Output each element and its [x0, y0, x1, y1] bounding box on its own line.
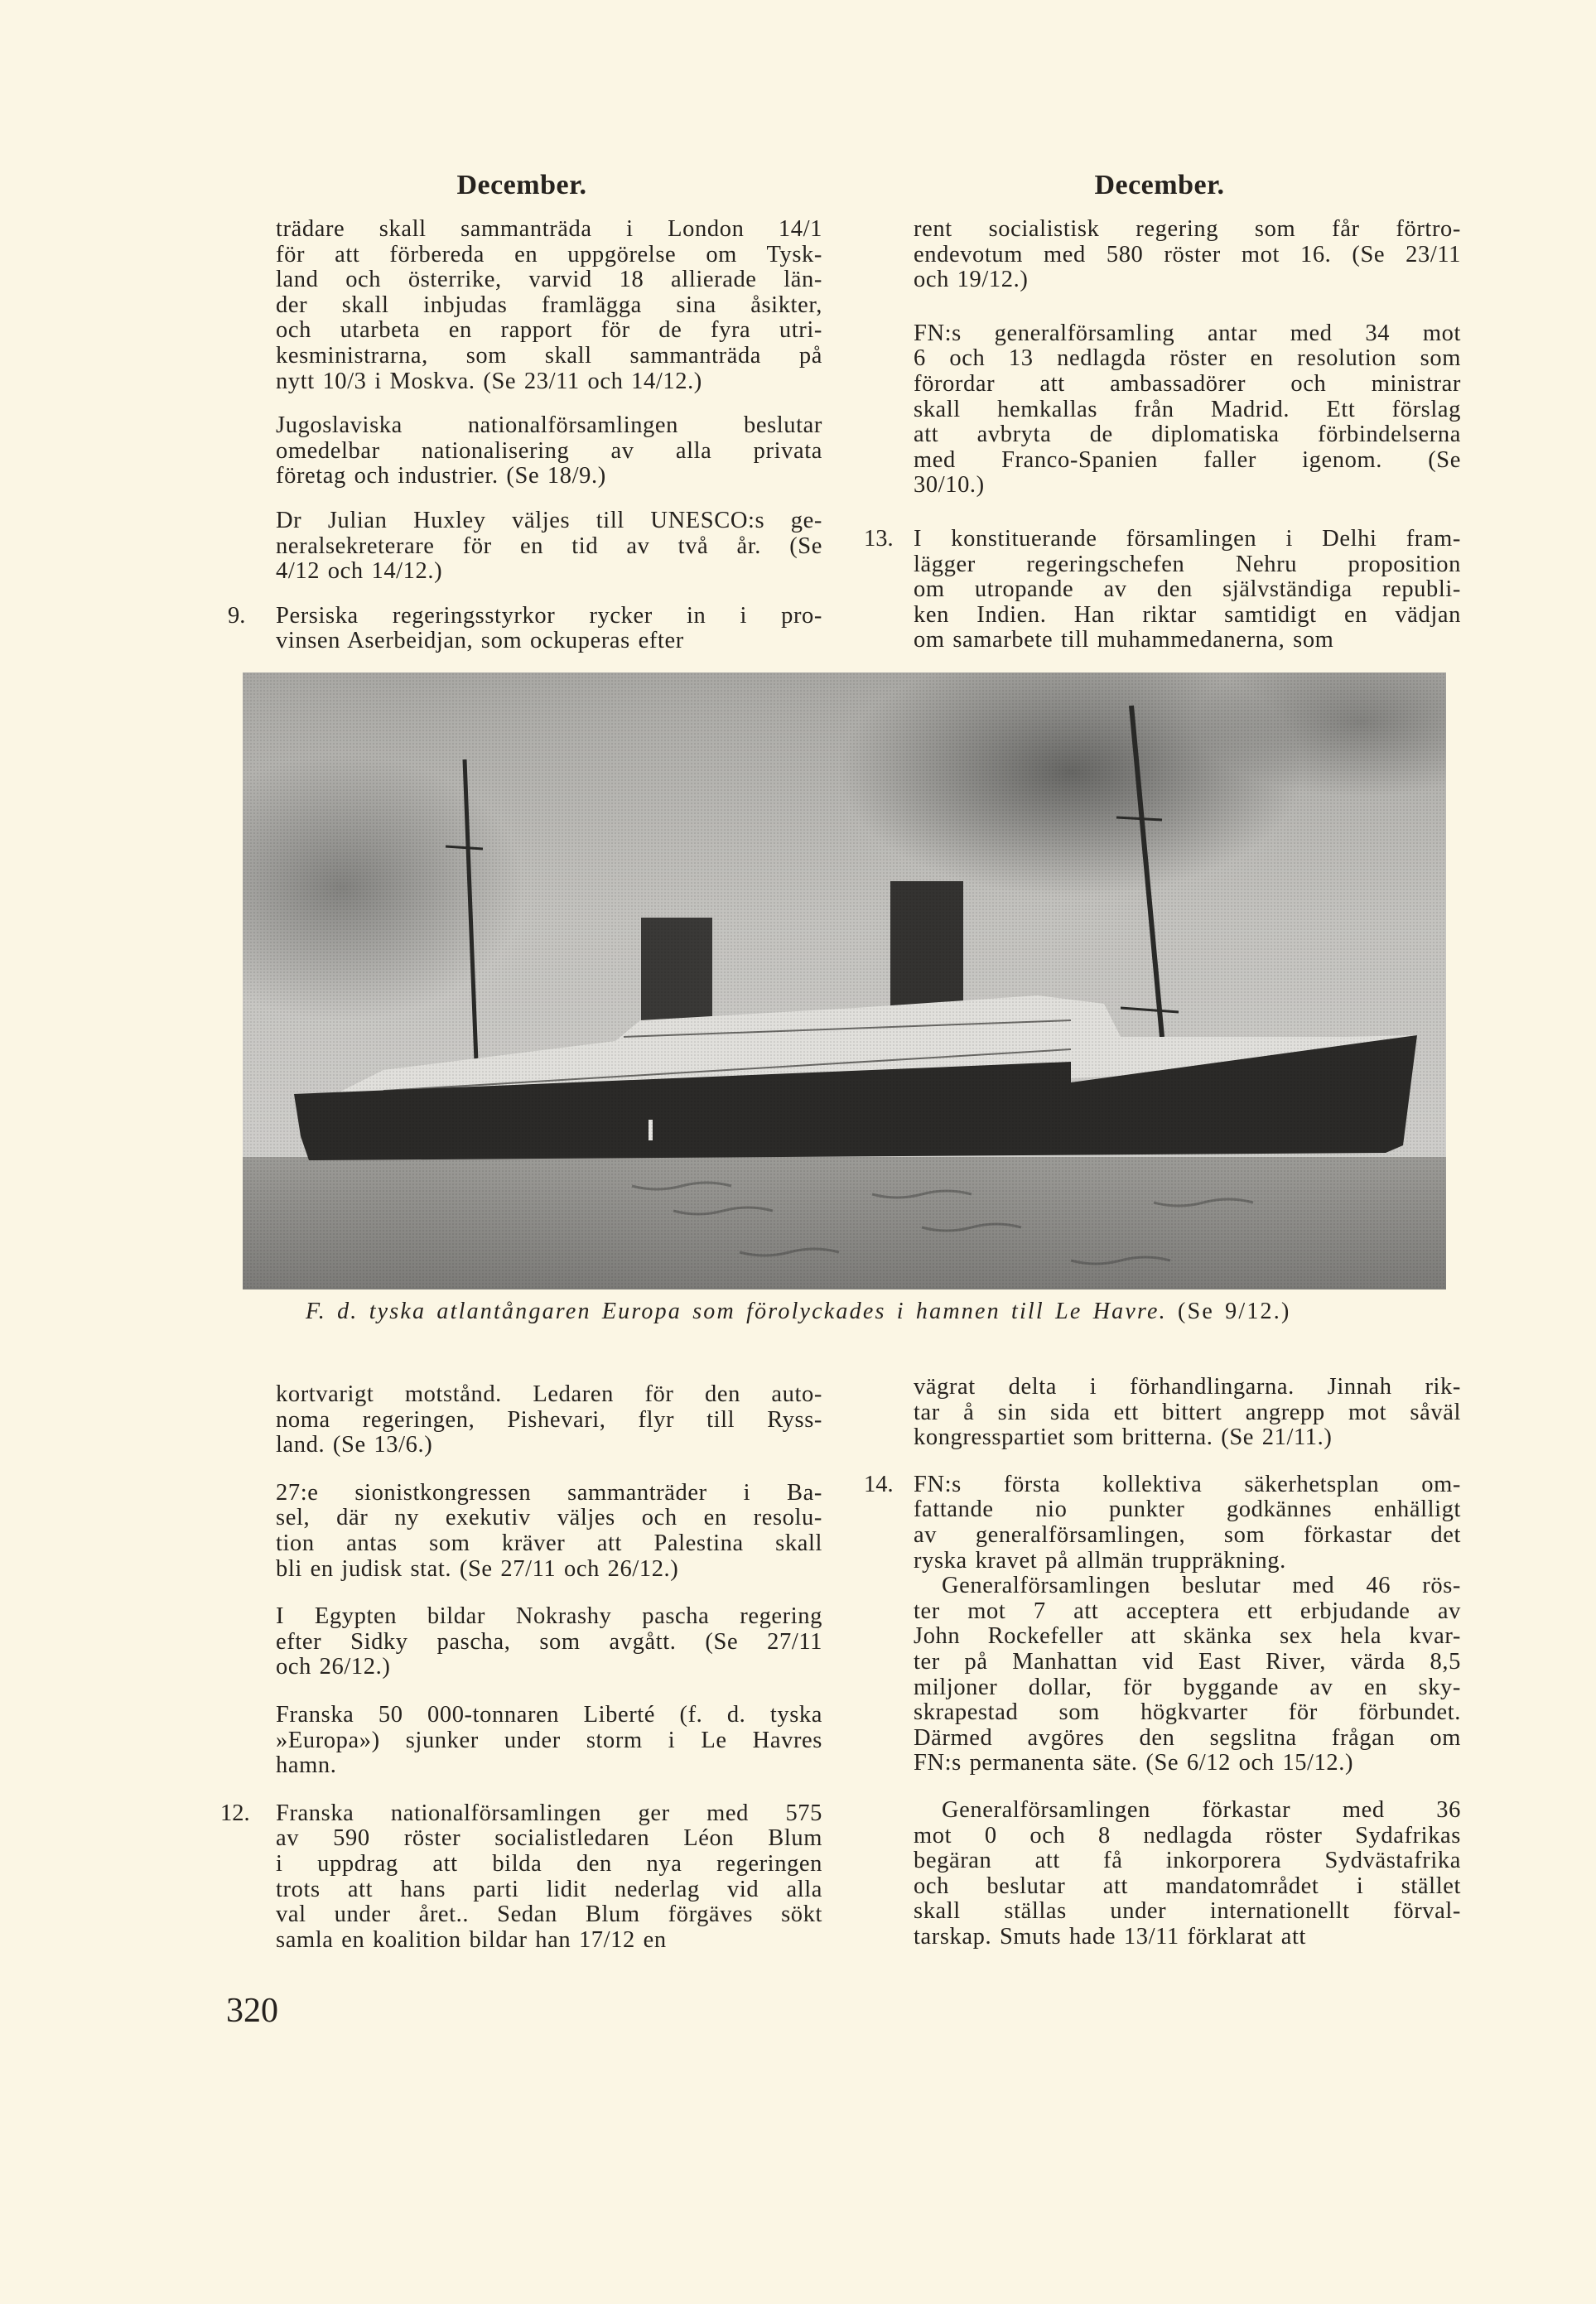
- text-line: av generalförsamlingen, som förkastar det: [914, 1521, 1461, 1548]
- text-line: Jugoslaviska nationalförsamlingen beslutar: [276, 412, 822, 439]
- entry-date-number: 9.: [228, 602, 246, 629]
- text-line: der skall inbjudas framlägga sina åsikter,: [276, 292, 822, 318]
- text-line: FN:s första kollektiva säkerhetsplan om-: [914, 1471, 1461, 1497]
- text-line: företag och industrier. (Se 18/9.): [276, 463, 606, 489]
- entry-date-number: 14.: [864, 1471, 894, 1497]
- text-line: att avbryta de diplomatiska förbindelserna: [914, 422, 1461, 448]
- paragraph: [276, 413, 822, 489]
- text-line: FN:s permanenta säte. (Se 6/12 och 15/12.): [914, 1750, 1354, 1776]
- paragraph: [276, 1481, 822, 1582]
- text-line: bli en judisk stat. (Se 27/11 och 26/12.): [276, 1555, 679, 1582]
- entry-date-number: 13.: [864, 525, 894, 552]
- text-line: efter Sidky pascha, som avgått. (Se 27/11: [276, 1628, 822, 1655]
- paragraph: [914, 321, 1461, 499]
- text-line: för att förbereda en uppgörelse om Tysk-: [276, 241, 822, 268]
- paragraph: [276, 1604, 822, 1680]
- text-line: Dr Julian Huxley väljes till UNESCO:s ge-: [276, 507, 822, 533]
- text-line: noma regeringen, Pishevari, flyr till Ryss-: [276, 1406, 822, 1433]
- text-line: om samarbete till muhammedanerna, som: [914, 627, 1334, 653]
- entry-date-number: 12.: [220, 1800, 250, 1826]
- paragraph: [914, 217, 1461, 293]
- text-line: land och österrike, varvid 18 allierade län-: [276, 267, 822, 293]
- text-line: ter på Manhattan vid East River, värda 8,5: [914, 1648, 1461, 1675]
- text-line: vägrat delta i förhandlingarna. Jinnah rik-: [914, 1374, 1461, 1400]
- text-line: Generalförsamlingen beslutar med 46 rös-: [942, 1573, 1461, 1599]
- text-line: Persiska regeringsstyrkor rycker in i pro-: [276, 602, 822, 629]
- text-line: 30/10.): [914, 472, 985, 499]
- text-line: omedelbar nationalisering av alla privata: [276, 437, 822, 464]
- text-line: 27:e sionistkongressen sammanträder i Ba-: [276, 1479, 822, 1506]
- caption-text: F. d. tyska atlantångaren Europa som förolyckades i hamnen till Le Havre.: [306, 1299, 1167, 1324]
- text-line: nytt 10/3 i Moskva. (Se 23/11 och 14/12.): [276, 368, 702, 394]
- text-line: Generalförsamlingen förkastar med 36: [942, 1796, 1461, 1823]
- text-line: val under året.. Sedan Blum förgäves sökt: [276, 1902, 822, 1928]
- paragraph: [276, 217, 822, 394]
- text-line: om utropande av den självständiga republi-: [914, 576, 1461, 603]
- text-line: av 590 röster socialistledaren Léon Blum: [276, 1825, 822, 1852]
- text-line: I konstituerande församlingen i Delhi fram-: [914, 525, 1461, 552]
- text-line: vinsen Aserbeidjan, som ockuperas efter: [276, 628, 684, 654]
- text-line: trots att hans parti lidit nederlag vid alla: [276, 1876, 822, 1902]
- paragraph: [276, 509, 822, 585]
- text-line: hamn.: [276, 1752, 337, 1779]
- text-line: skrapestad som högkvarter för förbundet.: [914, 1699, 1461, 1726]
- paragraph: [276, 1703, 822, 1779]
- text-line: I Egypten bildar Nokrashy pascha regering: [276, 1603, 822, 1630]
- text-line: ryska kravet på allmän truppräkning.: [914, 1547, 1286, 1574]
- text-line: förordar att ambassadörer och ministrar: [914, 370, 1461, 397]
- text-line: miljoner dollar, för byggande av en sky-: [914, 1674, 1461, 1700]
- text-line: tarskap. Smuts hade 13/11 förklarat att: [914, 1923, 1306, 1950]
- text-line: 4/12 och 14/12.): [276, 558, 443, 585]
- dated-entry: [864, 525, 1461, 653]
- dated-entry: [228, 602, 822, 654]
- photo-caption: [306, 1299, 1290, 1325]
- text-line: »Europa») sjunker under storm i Le Havres: [276, 1727, 822, 1753]
- paragraph: [276, 1382, 822, 1458]
- text-line: med Franco-Spanien faller igenom. (Se: [914, 446, 1461, 473]
- column-heading-left: December.: [456, 170, 587, 200]
- text-line: Franska nationalförsamlingen ger med 575: [276, 1800, 822, 1826]
- paragraph: [914, 1574, 1461, 1776]
- text-line: kongresspartiet som britterna. (Se 21/11.): [914, 1424, 1333, 1451]
- text-line: kesministrarna, som skall sammanträda på: [276, 342, 822, 369]
- page-number: 320: [226, 1992, 278, 2030]
- text-line: och 26/12.): [276, 1654, 391, 1680]
- text-line: ken Indien. Han riktar samtidigt en vädjan: [914, 601, 1461, 628]
- text-line: FN:s generalförsamling antar med 34 mot: [914, 320, 1461, 346]
- text-line: och beslutar att mandatområdet i stället: [914, 1873, 1461, 1899]
- text-line: 6 och 13 nedlagda röster en resolution som: [914, 345, 1461, 372]
- text-line: land. (Se 13/6.): [276, 1432, 433, 1458]
- text-line: kortvarigt motstånd. Ledaren för den auto-: [276, 1381, 822, 1407]
- column-heading-right: December.: [1094, 170, 1225, 200]
- text-line: ter mot 7 att acceptera ett erbjudande av: [914, 1598, 1461, 1624]
- text-line: John Rockefeller att skänka sex hela kvar-: [914, 1623, 1461, 1650]
- text-column-top-right: [864, 216, 1461, 653]
- text-line: och utarbeta en rapport för de fyra utri-: [276, 317, 822, 344]
- text-column-bottom-right: [864, 1374, 1461, 1950]
- text-line: och 19/12.): [914, 267, 1029, 293]
- text-line: skall ställas under internationellt förval-: [914, 1898, 1461, 1925]
- text-line: neralsekreterare för en tid av två år. (Se: [276, 533, 822, 559]
- paragraph: [914, 1375, 1461, 1451]
- dated-entry: [864, 1471, 1461, 1574]
- text-line: sel, där ny exekutiv väljes och en resolu-: [276, 1505, 822, 1531]
- text-line: i uppdrag att bilda den nya regeringen: [276, 1850, 822, 1877]
- text-column-top-left: [228, 216, 822, 654]
- text-line: Därmed avgöres den segslitna frågan om: [914, 1724, 1461, 1751]
- text-line: tar å sin sida ett bittert angrepp mot såväl: [914, 1399, 1461, 1425]
- dated-entry: [220, 1800, 822, 1954]
- caption-reference: (Se 9/12.): [1178, 1299, 1291, 1324]
- text-line: mot 0 och 8 nedlagda röster Sydafrikas: [914, 1822, 1461, 1849]
- text-line: skall hemkallas från Madrid. Ett förslag: [914, 396, 1461, 422]
- text-line: lägger regeringschefen Nehru proposition: [914, 551, 1461, 577]
- text-column-bottom-left: [220, 1381, 822, 1953]
- paragraph: [914, 1798, 1461, 1950]
- text-line: begäran att få inkorporera Sydvästafrika: [914, 1848, 1461, 1874]
- text-line: tion antas som kräver att Palestina skall: [276, 1530, 822, 1556]
- text-line: rent socialistisk regering som får förtro-: [914, 216, 1461, 242]
- ocean-liner-photo: [243, 672, 1446, 1289]
- text-line: trädare skall sammanträda i London 14/1: [276, 216, 822, 242]
- text-line: fattande nio punkter godkännes enhälligt: [914, 1497, 1461, 1523]
- text-line: endevotum med 580 röster mot 16. (Se 23/11: [914, 241, 1461, 268]
- text-line: samla en koalition bildar han 17/12 en: [276, 1926, 667, 1953]
- text-line: Franska 50 000-tonnaren Liberté (f. d. tyska: [276, 1701, 822, 1728]
